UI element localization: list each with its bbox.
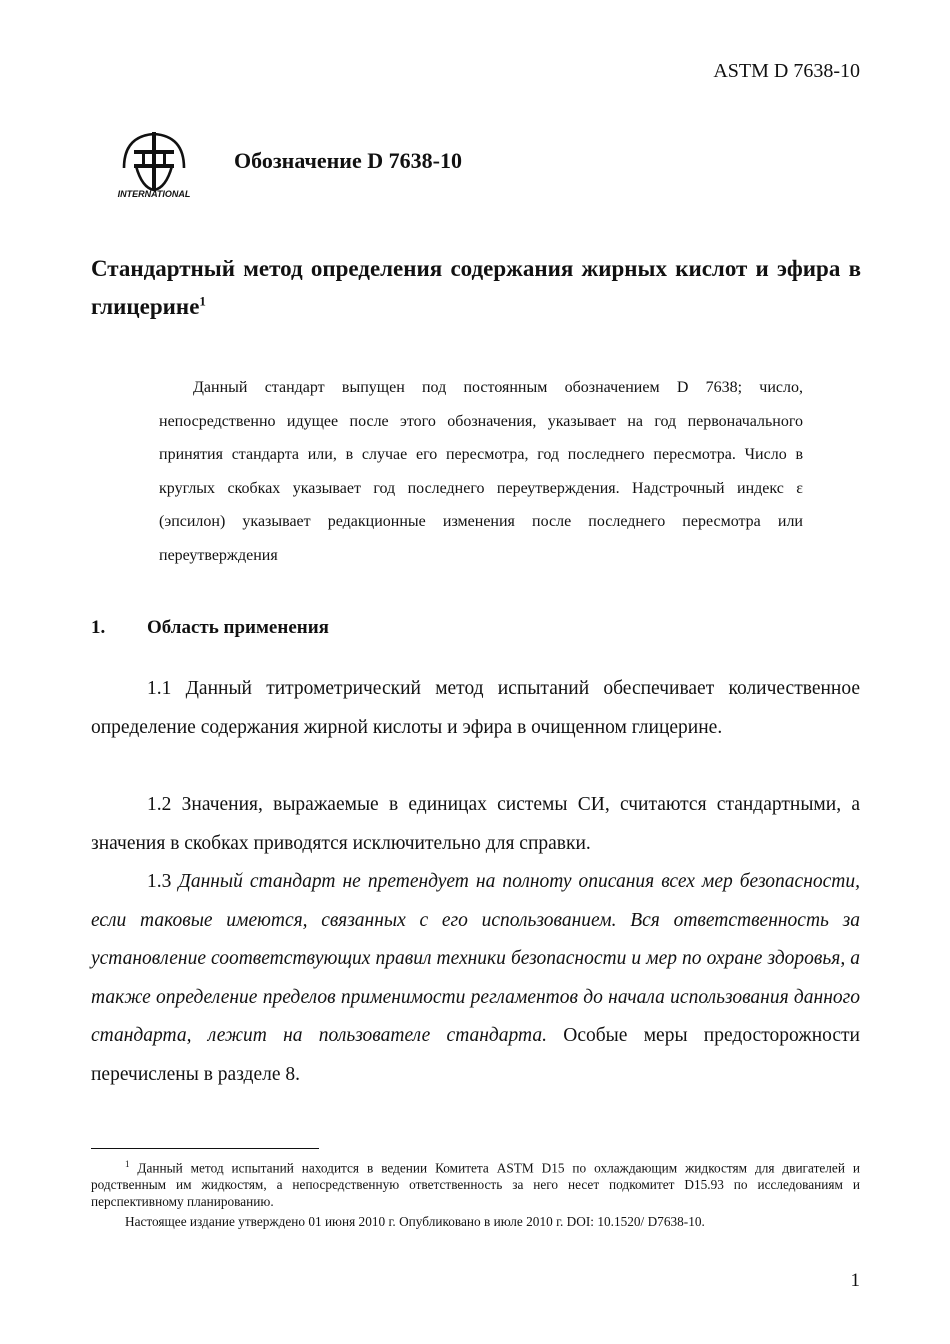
paragraph-1-1: 1.1 Данный титрометрический метод испытаний обеспечивает количественное определение содержания жирной кислоты и эфира в очищенном глицерине. (91, 678, 860, 738)
title-footnote-ref: 1 (199, 293, 206, 309)
document-title (91, 250, 861, 326)
paragraph-1-3 (91, 863, 860, 1094)
section-title: Область применения (147, 617, 329, 638)
footnote-approval: Настоящее издание утверждено 01 июня 2010 г. Опубликовано в июле 2010 г. DOI: 10.1520/ D7638-10. (125, 1214, 705, 1229)
astm-logo (112, 128, 196, 198)
section-heading (91, 617, 329, 639)
footnote (91, 1156, 860, 1210)
standard-code-header: ASTM D 7638-10 (713, 60, 860, 82)
paragraph-1-3-italic: Данный стандарт не претендует на полноту описания всех мер безопасности, если таковые имеются, связанных с его использованием. Вся ответственность за установление соответствующих правил техники безопасности и мер по охране здоровья, а также определение пределов применимости регламентов до начала использования данного стандарта, лежит на пользователе стандарта. (91, 871, 861, 1046)
footnote-marker: 1 (125, 1159, 130, 1169)
issuance-notice: Данный стандарт выпущен под постоянным обозначением D 7638; число, непосредственно идущее после этого обозначения, указывает на год первоначального принятия стандарта или, в случае его пересмотра, год последнего пересмотра. Число в круглых скобках указывает год последнего переутверждения. Надстрочный индекс ε (эпсилон) указывает редакционные изменения после последнего пересмотра или переутверждения (159, 379, 803, 564)
footnote-divider (91, 1148, 319, 1149)
page-number: 1 (850, 1270, 860, 1291)
footnote-text: Данный метод испытаний находится в ведении Комитета ASTM D15 по охлаждающим жидкостям для двигателей и родственным им жидкостям, а непосредственную ответственность за него несет подкомитет D15.93 по исследованиям и перспективному планированию. (91, 1160, 860, 1210)
paragraph-1-3-number: 1.3 (147, 871, 179, 892)
logo-subtitle: INTERNATIONAL (117, 189, 191, 198)
section-number: 1. (91, 617, 106, 638)
paragraph-1-2: 1.2 Значения, выражаемые в единицах системы СИ, считаются стандартными, а значения в скобках приводятся исключительно для справки. (91, 794, 860, 854)
title-text: Стандартный метод определения содержания жирных кислот и эфира в глицерине (91, 256, 861, 319)
designation-heading: Обозначение D 7638-10 (234, 148, 462, 173)
paragraph-1-3-rest: Особые меры предосторожности перечислены в разделе 8. (91, 1025, 860, 1085)
